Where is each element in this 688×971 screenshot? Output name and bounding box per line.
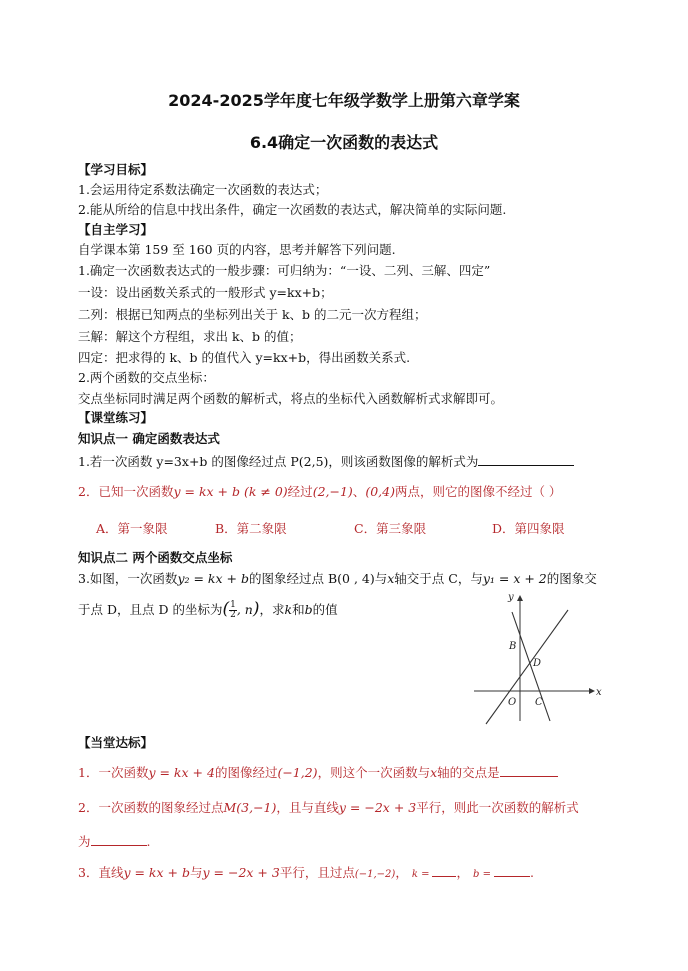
b-label: b = — [472, 869, 491, 880]
option-b[interactable]: B．第二象限 — [215, 521, 287, 536]
point-coord: (0,4) — [365, 484, 395, 499]
line-y2 — [512, 612, 550, 721]
var-x: x — [430, 765, 438, 780]
standard-q3-text: 平行，且过点 — [279, 865, 355, 880]
practice-heading: 【课堂练习】 — [78, 410, 154, 425]
practice-q3-line2: 于点 D，且点 D 的坐标为( $\frac{1}{2}$ , n)，求k和b的值 — [78, 599, 338, 620]
practice-q3-text: 的值 — [312, 602, 338, 617]
knowledge-point-2: 知识点二 两个函数交点坐标 — [78, 550, 233, 565]
formula: y = kx + b (k ≠ 0) — [173, 484, 288, 499]
var-n: , n — [236, 602, 253, 617]
step-4: 四定：把求得的 k、b 的值代入 y=kx+b，得出函数关系式. — [78, 350, 411, 365]
goal-item-2: 2.能从所给的信息中找出条件，确定一次函数的表达式，解决简单的实际问题. — [78, 202, 507, 217]
k-label: k = — [411, 869, 430, 880]
var-b: b — [304, 602, 313, 617]
formula: y = −2x + 3 — [338, 800, 417, 815]
practice-q1 — [78, 453, 574, 470]
formula: y = −2x + 3 — [202, 865, 280, 880]
option-a[interactable]: A．第一象限 — [96, 521, 168, 536]
standard-q2-line2 — [78, 833, 151, 850]
practice-q2-text: 2．已知一次函数 — [78, 484, 174, 499]
standard-q1-text: 1．一次函数 — [78, 765, 149, 780]
standard-q1-text: 轴的交点是 — [437, 765, 500, 780]
var-k: k — [284, 602, 293, 617]
label-x: x — [596, 687, 602, 698]
standard-q2-text: 2．一次函数的图象经过点 — [78, 800, 224, 815]
section-title: 6.4确定一次函数的表达式 — [249, 133, 439, 152]
fraction — [229, 601, 237, 620]
answer-blank[interactable] — [478, 453, 574, 466]
standard-heading: 【当堂达标】 — [78, 735, 154, 750]
label-d: D — [533, 658, 542, 669]
standard-q2-line1 — [78, 800, 579, 816]
standard-q1-text: 的图像经过 — [214, 765, 278, 780]
self-study-q2-text: 交点坐标同时满足两个函数的解析式，将点的坐标代入函数解析式求解即可。 — [78, 391, 504, 406]
point-coord: (−1,2) — [277, 765, 318, 780]
line-y1 — [486, 610, 568, 724]
practice-q1-text: 1.若一次函数 y=3x+b 的图像经过点 P(2,5)，则该函数图像的解析式为 — [78, 454, 479, 469]
point-coord: M(3,−1) — [223, 800, 277, 815]
option-d[interactable]: D．第四象限 — [492, 521, 565, 536]
practice-q3-line1 — [78, 571, 597, 587]
point-coord: (−1,−2) — [354, 869, 396, 880]
function-graph-figure — [468, 586, 608, 726]
practice-q3-text: 3.如图，一次函数 — [78, 571, 178, 586]
k-answer-blank[interactable] — [432, 864, 456, 877]
formula: y = kx + 4 — [148, 765, 215, 780]
label-y: y — [508, 592, 514, 603]
step-3: 三解：解这个方程组，求出 k、b 的值； — [78, 329, 302, 344]
standard-q3-text: ， — [395, 865, 408, 880]
standard-q1 — [78, 764, 558, 781]
practice-q3-text: 的图象交 — [546, 571, 597, 586]
practice-q2 — [78, 484, 561, 500]
standard-q3-text: . — [529, 865, 534, 880]
goals-heading: 【学习目标】 — [78, 162, 154, 177]
standard-q3-text: ， — [456, 865, 469, 880]
self-study-intro: 自学课本第 159 至 160 页的内容，思考并解答下列问题. — [78, 242, 396, 257]
answer-blank[interactable] — [91, 833, 147, 846]
label-o: O — [508, 697, 517, 708]
self-study-q2: 2.两个函数的交点坐标： — [78, 370, 215, 385]
step-2: 二列：根据已知两点的坐标列出关于 k、b 的二元一次方程组； — [78, 307, 427, 322]
formula: y = kx + b — [123, 865, 190, 880]
fraction-denominator: 2 — [230, 610, 236, 620]
practice-q2-text: 经过 — [287, 484, 313, 499]
standard-q2-text: . — [146, 834, 151, 849]
knowledge-point-1: 知识点一 确定函数表达式 — [78, 431, 220, 446]
practice-q3-text: 轴交于点 C，与 — [394, 571, 483, 586]
option-c[interactable]: C．第三象限 — [354, 521, 427, 536]
formula: y₂ = kx + b — [177, 571, 249, 586]
point-coord: (2,−1) — [312, 484, 353, 499]
var-x: x — [387, 571, 395, 586]
practice-q2-text: 两点，则它的图像不经过（ ） — [394, 484, 562, 499]
practice-q2-text: 、 — [352, 484, 366, 499]
fraction-numerator: 1 — [230, 600, 236, 610]
answer-blank[interactable] — [500, 764, 558, 777]
label-b: B — [509, 641, 517, 652]
standard-q2-text: 为 — [78, 834, 91, 849]
standard-q3-text: 与 — [189, 865, 203, 880]
practice-q3-text: 和 — [292, 602, 305, 617]
practice-q3-text: ，求 — [259, 602, 285, 617]
self-study-heading: 【自主学习】 — [78, 222, 154, 237]
step-1: 一设：设出函数关系式的一般形式 y=kx+b； — [78, 285, 333, 300]
practice-q3-text: 的图象经过点 B(0 , 4)与 — [248, 571, 388, 586]
label-c: C — [535, 697, 543, 708]
standard-q2-text: ，且与直线 — [276, 800, 339, 815]
standard-q1-text: ，则这个一次函数与 — [317, 765, 431, 780]
standard-q2-text: 平行，则此一次函数的解析式 — [416, 800, 579, 815]
self-study-q1: 1.确定一次函数表达式的一般步骤：可归纳为：“一设、二列、三解、四定” — [78, 263, 491, 278]
page-title: 2024-2025学年度七年级学数学上册第六章学案 — [168, 91, 520, 110]
standard-q3 — [78, 864, 534, 883]
b-answer-blank[interactable] — [494, 864, 530, 877]
formula: y₁ = x + 2 — [482, 571, 547, 586]
goal-item-1: 1.会运用待定系数法确定一次函数的表达式； — [78, 182, 328, 197]
standard-q3-text: 3．直线 — [78, 865, 124, 880]
practice-q3-text: 于点 D，且点 D 的坐标为 — [78, 602, 223, 617]
